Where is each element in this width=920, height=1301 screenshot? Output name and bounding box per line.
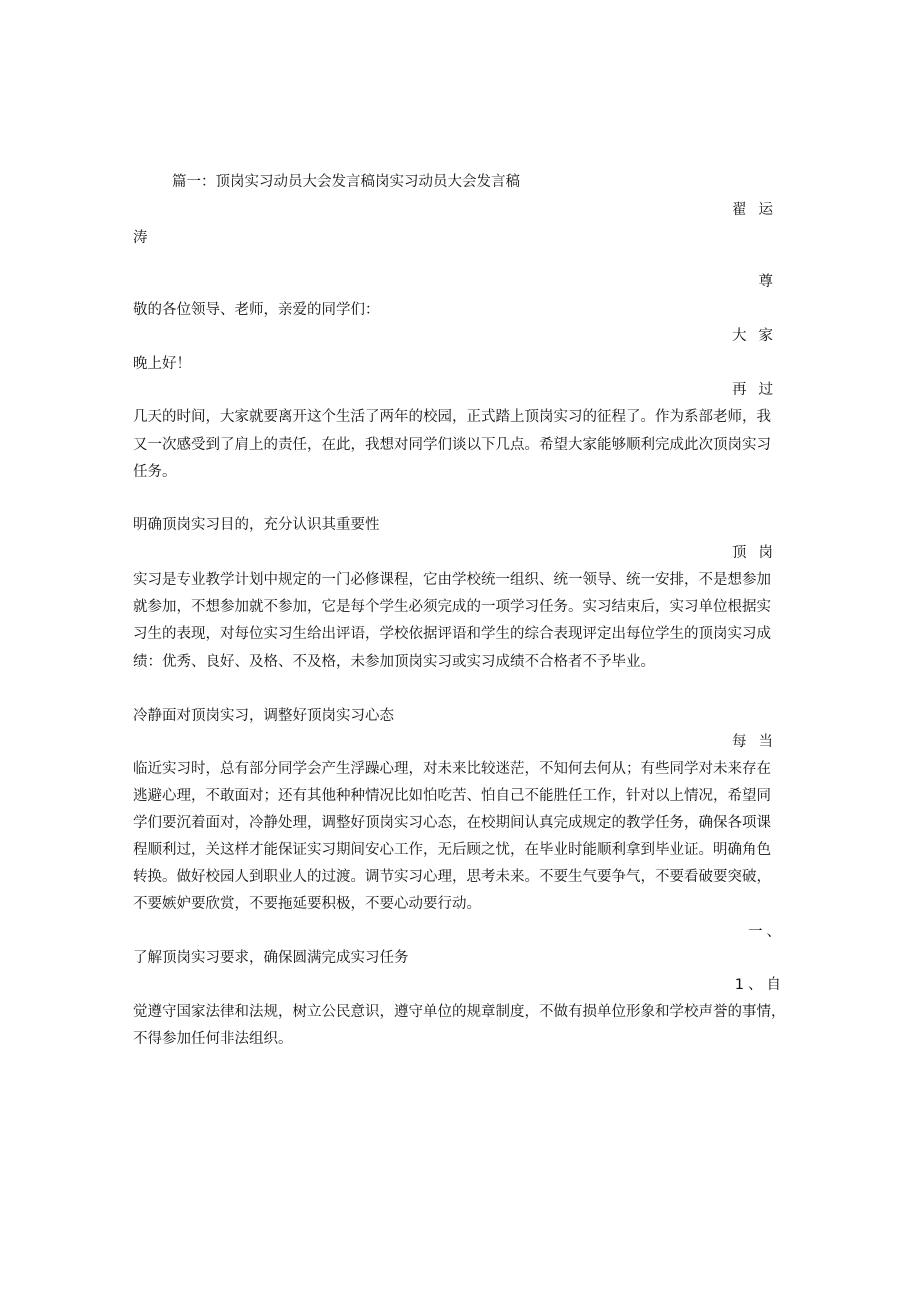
- section1-line: 实习是专业教学计划中规定的一门必修课程，它由学校统一组织、统一领导、统一安排，不是想参加: [133, 572, 771, 588]
- section3-heading: 了解顶岗实习要求，确保圆满完成实习任务: [133, 950, 409, 966]
- section2-line: 不要嫉妒要欣赏，不要拖延要积极，不要心动要行动。: [133, 896, 481, 912]
- item1-line: 觉遵守国家法律和法规，树立公民意识，遵守单位的规章制度，不做有损单位形象和学校声誉的事情，: [133, 1004, 786, 1020]
- section2-line: 转换。做好校园人到职业人的过渡。调节实习心理，思考未来。不要生气要争气，不要看破要突破，: [133, 869, 771, 885]
- item1-part1: 1、自: [734, 977, 785, 993]
- intro-line: 任务。: [133, 464, 177, 480]
- section2-line: 程顺利过，关这样才能保证实习期间安心工作，无后顾之忧，在毕业时能顺利拿到毕业证。明确角色: [133, 842, 771, 858]
- section2-part1: 每当: [732, 734, 785, 750]
- document-title: 篇一：顶岗实习动员大会发言稿岗实习动员大会发言稿: [172, 174, 520, 190]
- section2-line: 逃避心理，不敢面对；还有其他种种情况比如怕吃苦、怕自己不能胜任工作，针对以上情况，希望同: [133, 788, 771, 804]
- section2-line: 学们要沉着面对，冷静处理，调整好顶岗实习心态，在校期间认真完成规定的教学任务，确保各项课: [133, 815, 771, 831]
- greeting-part2: 敬的各位领导、老师，亲爱的同学们：: [133, 302, 380, 318]
- intro-line: 又一次感受到了肩上的责任，在此，我想对同学们谈以下几点。希望大家能够顺利完成此次顶岗实习: [133, 437, 771, 453]
- intro-part1: 再过: [732, 382, 785, 398]
- item1-line: 不得参加任何非法组织。: [133, 1031, 293, 1047]
- section3-number: 一、: [748, 924, 785, 940]
- hello-part1: 大家: [732, 328, 785, 344]
- section1-heading: 明确顶岗实习目的，充分认识其重要性: [133, 517, 380, 533]
- section1-line: 绩：优秀、良好、及格、不及格，未参加顶岗实习或实习成绩不合格者不予毕业。: [133, 654, 655, 670]
- section1-line: 习生的表现，对每位实习生给出评语，学校依据评语和学生的综合表现评定出每位学生的顶岗实习成: [133, 626, 771, 642]
- section2-heading: 冷静面对顶岗实习，调整好顶岗实习心态: [133, 708, 394, 724]
- author-name-part1: 翟运: [732, 202, 785, 218]
- author-name-part2: 涛: [133, 230, 148, 246]
- section1-line: 就参加，不想参加就不参加，它是每个学生必须完成的一项学习任务。实习结束后，实习单位根据实: [133, 599, 771, 615]
- section2-line: 临近实习时，总有部分同学会产生浮躁心理，对未来比较迷茫，不知何去何从；有些同学对未来存在: [133, 761, 771, 777]
- intro-line: 几天的时间，大家就要离开这个生活了两年的校园，正式踏上顶岗实习的征程了。作为系部老师，我: [133, 409, 771, 425]
- section1-part1: 顶岗: [732, 545, 785, 561]
- hello-part2: 晚上好！: [133, 356, 191, 372]
- greeting-part1: 尊: [758, 274, 785, 290]
